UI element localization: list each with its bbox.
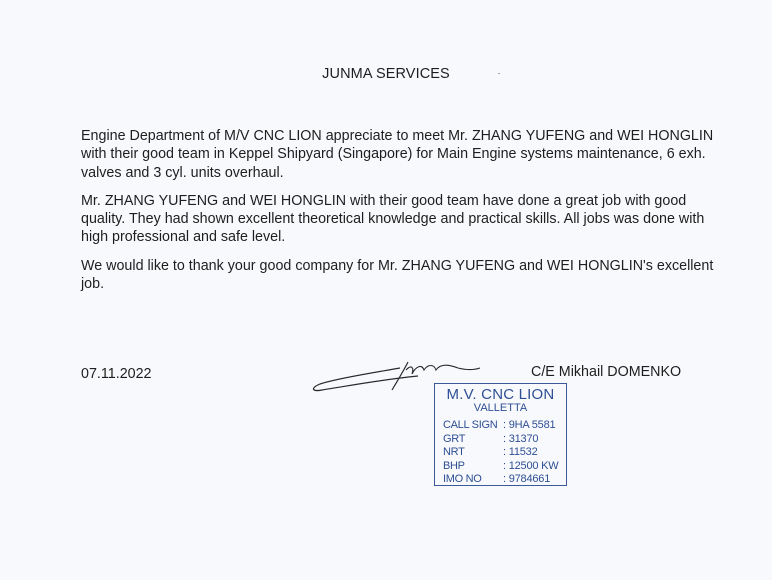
stamp-row-imo xyxy=(443,473,558,487)
stamp-row-call-sign xyxy=(443,419,558,433)
stamp-row-bhp xyxy=(443,460,558,474)
stamp-value: : 31370 xyxy=(503,432,539,445)
stamp-port: VALLETTA xyxy=(473,402,528,414)
stamp-label: GRT xyxy=(443,432,466,445)
stamp-details xyxy=(443,419,558,487)
stamp-value: : 9HA 5581 xyxy=(503,419,556,431)
stamp-value: : 12500 KW xyxy=(503,459,559,472)
ship-stamp xyxy=(434,383,567,486)
signer-name: C/E Mikhail DOMENKO xyxy=(531,364,682,380)
stamp-row-nrt xyxy=(443,446,558,460)
paragraph-appreciation: Engine Department of M/V CNC LION appreciate to meet Mr. ZHANG YUFENG and WEI HONGLIN with their good team in Keppel Shipyard (Singapore) for Main Engine systems maintenance, 6 exh. valves and 3 cyl. units overhaul. xyxy=(81,128,714,181)
stamp-row-grt xyxy=(443,433,558,447)
stamp-ship-name: M.V. CNC LION xyxy=(446,386,555,403)
letter-heading: JUNMA SERVICES xyxy=(322,66,450,82)
paragraph-performance: Mr. ZHANG YUFENG and WEI HONGLIN with their good team have done a great job with good quality. They had shown excellent theoretical knowledge and practical skills. All jobs was done with high professional and safe level. xyxy=(81,192,705,246)
stamp-value: : 11532 xyxy=(503,446,538,459)
paragraph-thanks: We would like to thank your good company for Mr. ZHANG YUFENG and WEI HONGLIN's excellent job. xyxy=(81,257,714,293)
stamp-label: BHP xyxy=(443,459,465,472)
stamp-label: NRT xyxy=(443,446,465,459)
letter-date: 07.11.2022 xyxy=(81,366,152,382)
stamp-label: IMO NO xyxy=(443,473,482,486)
stamp-value: : 9784661 xyxy=(503,473,551,486)
scan-speck xyxy=(498,73,500,74)
stamp-label: CALL SIGN xyxy=(443,419,498,431)
letter-body xyxy=(81,127,721,303)
